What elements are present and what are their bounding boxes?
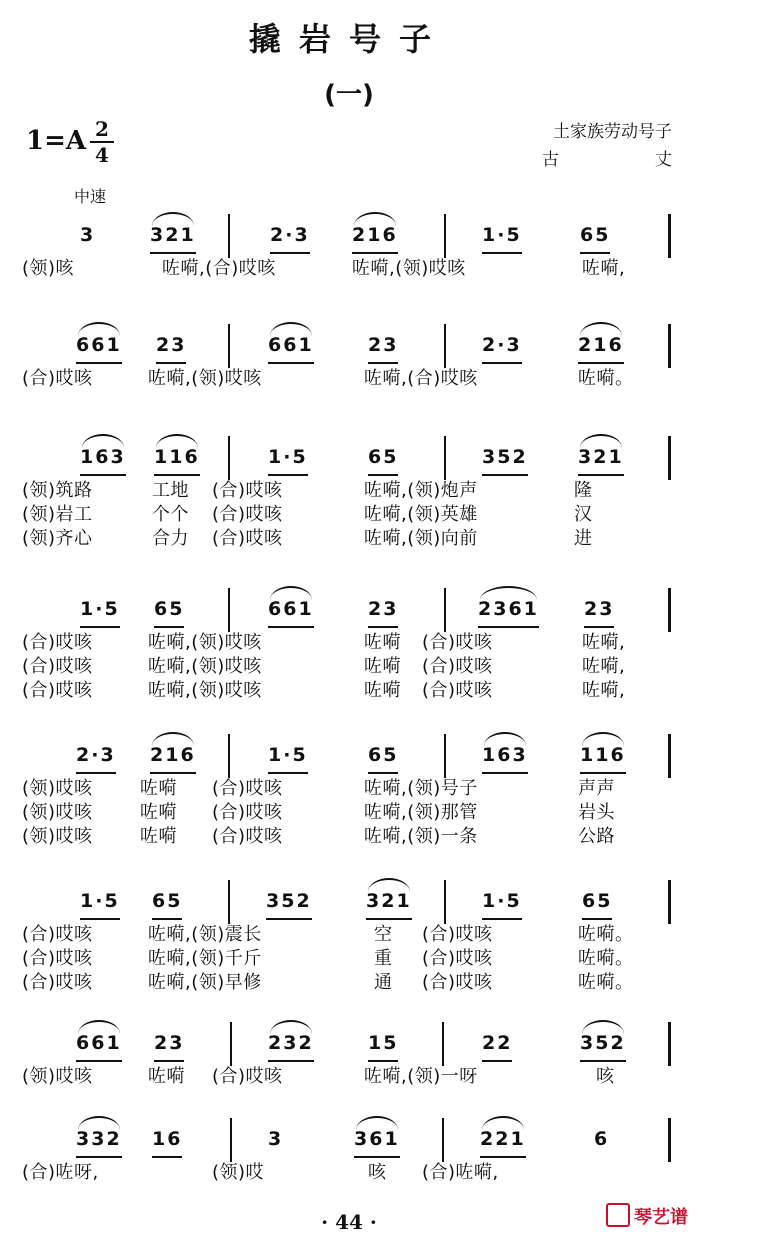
barline	[230, 1022, 232, 1066]
lyric-segment: 咗嗬,	[582, 680, 626, 701]
watermark	[606, 1203, 688, 1229]
meter-top: 2	[95, 117, 109, 141]
slur-arc	[582, 732, 624, 746]
note-group	[268, 1128, 283, 1150]
slur-arc	[356, 1116, 398, 1130]
barline	[444, 214, 446, 258]
barline	[668, 436, 671, 480]
note-group	[268, 598, 314, 620]
lyric-segment: 咗嗬,(领)号子	[364, 778, 478, 799]
lyric-segment: 咗嗬,(领)哎咳	[148, 680, 262, 701]
lyric-segment: 咗嗬,(领)哎咳	[148, 632, 262, 653]
note-group	[352, 224, 398, 246]
note-group	[152, 1128, 182, 1150]
note-group	[268, 744, 308, 766]
note-digits: 23	[154, 1032, 185, 1054]
beam-underline	[482, 474, 528, 476]
note-group	[154, 598, 184, 620]
lyric-segment: (合)哎咳	[22, 368, 93, 389]
lyric-segment: (领)哎咳	[22, 1066, 93, 1087]
note-group	[156, 334, 186, 356]
barline	[228, 734, 230, 778]
barline	[444, 436, 446, 480]
note-digits: 6	[594, 1128, 610, 1150]
lyric-segment: 咗嗬,	[582, 656, 626, 677]
note-digits: 216	[352, 224, 398, 246]
barline	[228, 324, 230, 368]
time-signature	[90, 118, 114, 166]
note-group	[482, 890, 522, 912]
note-digits: 216	[578, 334, 624, 356]
slur-arc	[78, 1020, 120, 1034]
note-digits: 661	[268, 334, 314, 356]
note-group	[80, 224, 95, 246]
lyric-segment: 咗嗬,(领)震长	[148, 924, 262, 945]
meter-bottom: 4	[95, 143, 109, 167]
lyric-segment: 咗嗬,(合)哎咳	[162, 258, 276, 279]
lyric-segment: (领)哎	[212, 1162, 265, 1183]
note-digits: 1·5	[482, 890, 522, 912]
lyric-segment: (合)哎咳	[22, 656, 93, 677]
slur-arc	[156, 434, 198, 448]
beam-underline	[268, 626, 314, 628]
lyric-segment: (领)咳	[22, 258, 75, 279]
note-digits: 661	[76, 1032, 122, 1054]
note-digits: 332	[76, 1128, 122, 1150]
note-digits: 23	[368, 598, 399, 620]
note-digits: 1·5	[268, 744, 308, 766]
note-digits: 321	[578, 446, 624, 468]
lyric-segment: (合)哎咳	[212, 480, 283, 501]
lyric-segment: (合)哎咳	[212, 826, 283, 847]
note-digits: 321	[366, 890, 412, 912]
note-group	[270, 224, 310, 246]
lyric-segment: (合)哎咳	[422, 924, 493, 945]
lyric-segment: 咗嗬,(领)炮声	[364, 480, 478, 501]
lyric-segment: (合)哎咳	[22, 948, 93, 969]
barline	[228, 436, 230, 480]
lyric-segment: (领)齐心	[22, 528, 93, 549]
lyric-segment: 咗嗬。	[578, 948, 634, 969]
note-group	[268, 446, 308, 468]
lyric-segment: 咗嗬。	[578, 368, 634, 389]
note-digits: 15	[368, 1032, 399, 1054]
note-group	[482, 224, 522, 246]
note-digits: 3	[268, 1128, 284, 1150]
page-number: · 44 ·	[321, 1210, 377, 1234]
lyric-segment: 咗嗬,(领)那管	[364, 802, 478, 823]
note-group	[482, 446, 528, 468]
beam-underline	[268, 362, 314, 364]
note-digits: 65	[154, 598, 185, 620]
note-digits: 216	[150, 744, 196, 766]
note-digits: 1·5	[268, 446, 308, 468]
barline	[442, 1022, 444, 1066]
lyric-segment: 咗嗬,(领)一条	[364, 826, 478, 847]
note-group	[368, 446, 398, 468]
note-digits: 2361	[478, 598, 539, 620]
lyric-segment: 工地	[152, 480, 189, 501]
lyric-segment: 重	[374, 948, 393, 969]
lyric-segment: (合)哎咳	[212, 802, 283, 823]
note-group	[150, 224, 196, 246]
source-place: 古丈	[542, 150, 768, 170]
note-digits: 65	[368, 744, 399, 766]
note-group	[76, 744, 116, 766]
note-group	[76, 334, 122, 356]
note-group	[268, 1032, 314, 1054]
lyric-segment: 咳	[368, 1162, 387, 1183]
watermark-text: 琴艺谱	[634, 1207, 688, 1228]
note-digits: 3	[80, 224, 96, 246]
lyric-segment: 声声	[578, 778, 615, 799]
lyric-segment: 合力	[152, 528, 189, 549]
lyric-segment: (合)哎咳	[212, 504, 283, 525]
lyric-segment: (领)岩工	[22, 504, 93, 525]
note-digits: 221	[480, 1128, 526, 1150]
lyric-segment: 咗嗬,(领)英雄	[364, 504, 478, 525]
barline	[668, 324, 671, 368]
barline	[668, 880, 671, 924]
lyric-segment: (合)哎咳	[22, 924, 93, 945]
lyric-segment: 咗嗬	[364, 632, 401, 653]
note-digits: 163	[80, 446, 126, 468]
lyric-segment: 咗嗬	[140, 778, 177, 799]
note-group	[266, 890, 312, 912]
note-group	[480, 1128, 526, 1150]
beam-underline	[482, 252, 522, 254]
note-group	[154, 1032, 184, 1054]
section-label: (一)	[324, 80, 374, 110]
note-digits: 1·5	[482, 224, 522, 246]
lyric-segment: 进	[574, 528, 593, 549]
barline	[668, 734, 671, 778]
source-origin: 土家族劳动号子	[553, 122, 672, 142]
note-group	[482, 744, 528, 766]
slur-arc	[482, 1116, 524, 1130]
slur-arc	[152, 212, 194, 226]
lyric-segment: 咗嗬,(领)千斤	[148, 948, 262, 969]
note-group	[482, 1032, 512, 1054]
lyric-segment: (合)哎咳	[422, 656, 493, 677]
note-group	[594, 1128, 609, 1150]
lyric-segment: (合)哎咳	[422, 948, 493, 969]
slur-arc	[152, 732, 194, 746]
note-digits: 352	[580, 1032, 626, 1054]
barline	[444, 324, 446, 368]
note-group	[150, 744, 196, 766]
note-digits: 65	[580, 224, 611, 246]
barline	[668, 214, 671, 258]
note-digits: 23	[368, 334, 399, 356]
note-digits: 22	[482, 1032, 513, 1054]
barline	[668, 1118, 671, 1162]
lyric-segment: (合)咗呀,	[22, 1162, 99, 1183]
slur-arc	[580, 322, 622, 336]
beam-underline	[266, 918, 312, 920]
lyric-segment: 通	[374, 972, 393, 993]
lyric-segment: (领)哎咳	[22, 778, 93, 799]
note-group	[578, 446, 624, 468]
lyric-segment: (合)哎咳	[22, 632, 93, 653]
lyric-segment: (合)哎咳	[212, 528, 283, 549]
note-digits: 352	[482, 446, 528, 468]
slur-arc	[368, 878, 410, 892]
slur-arc	[582, 1020, 624, 1034]
lyric-segment: 空	[374, 924, 393, 945]
barline	[444, 734, 446, 778]
slur-arc	[484, 732, 526, 746]
note-digits: 65	[582, 890, 613, 912]
lyric-segment: 咗嗬,(领)一呀	[364, 1066, 478, 1087]
key-signature: 1=A	[26, 126, 87, 156]
note-digits: 2·3	[482, 334, 522, 356]
note-digits: 65	[368, 446, 399, 468]
lyric-segment: 公路	[578, 826, 615, 847]
lyric-segment: 咗嗬	[140, 802, 177, 823]
lyric-segment: 咗嗬,(领)哎咳	[148, 656, 262, 677]
lyric-segment: (合)哎咳	[22, 972, 93, 993]
note-digits: 361	[354, 1128, 400, 1150]
lyric-segment: (领)哎咳	[22, 826, 93, 847]
slur-arc	[580, 434, 622, 448]
note-digits: 163	[482, 744, 528, 766]
note-group	[580, 744, 626, 766]
lyric-segment: 咗嗬	[148, 1066, 185, 1087]
slur-arc	[270, 322, 312, 336]
lyric-segment: 咗嗬,(领)哎咳	[148, 368, 262, 389]
lyric-segment: 咗嗬	[364, 656, 401, 677]
note-group	[578, 334, 624, 356]
lyric-segment: 咗嗬,(合)哎咳	[364, 368, 478, 389]
note-group	[268, 334, 314, 356]
lyric-segment: 咗嗬	[364, 680, 401, 701]
barline	[228, 588, 230, 632]
lyric-segment: 咗嗬,(领)向前	[364, 528, 478, 549]
note-group	[368, 1032, 398, 1054]
barline	[228, 880, 230, 924]
note-group	[80, 598, 120, 620]
slur-arc	[354, 212, 396, 226]
note-group	[582, 890, 612, 912]
song-title: 撬岩号子	[248, 20, 449, 58]
note-group	[154, 446, 200, 468]
source-info	[542, 118, 768, 174]
lyric-segment: 咗嗬	[140, 826, 177, 847]
lyric-segment: (合)哎咳	[422, 632, 493, 653]
note-digits: 2·3	[76, 744, 116, 766]
note-digits: 116	[154, 446, 200, 468]
lyric-segment: (合)哎咳	[22, 680, 93, 701]
lyric-segment: (合)咗嗬,	[422, 1162, 499, 1183]
note-group	[368, 598, 398, 620]
note-group	[76, 1032, 122, 1054]
note-group	[354, 1128, 400, 1150]
note-group	[478, 598, 539, 620]
slur-arc	[78, 322, 120, 336]
note-group	[368, 334, 398, 356]
lyric-segment: (合)哎咳	[212, 778, 283, 799]
slur-arc	[270, 1020, 312, 1034]
barline	[228, 214, 230, 258]
note-digits: 352	[266, 890, 312, 912]
note-digits: 2·3	[270, 224, 310, 246]
slur-arc	[82, 434, 124, 448]
note-group	[366, 890, 412, 912]
note-digits: 1·5	[80, 890, 120, 912]
lyric-segment: 隆	[574, 480, 593, 501]
note-group	[152, 890, 182, 912]
lyric-segment: 咗嗬,(领)早修	[148, 972, 262, 993]
lyric-segment: (合)哎咳	[422, 680, 493, 701]
note-digits: 16	[152, 1128, 183, 1150]
watermark-logo-icon	[606, 1203, 630, 1227]
barline	[230, 1118, 232, 1162]
lyric-segment: (合)哎咳	[212, 1066, 283, 1087]
lyric-segment: (领)筑路	[22, 480, 93, 501]
beam-underline	[482, 1060, 512, 1062]
barline	[668, 588, 671, 632]
lyric-segment: 个个	[152, 504, 189, 525]
lyric-segment: 咗嗬,(领)哎咳	[352, 258, 466, 279]
tempo-mark: 中速	[74, 187, 107, 206]
lyric-segment: 咗嗬。	[578, 972, 634, 993]
slur-arc	[270, 586, 312, 600]
note-group	[76, 1128, 122, 1150]
lyric-segment: 咗嗬,	[582, 632, 626, 653]
beam-underline	[482, 362, 522, 364]
lyric-segment: 咗嗬,	[582, 258, 626, 279]
beam-underline	[270, 252, 310, 254]
barline	[444, 588, 446, 632]
note-digits: 23	[584, 598, 615, 620]
note-group	[482, 334, 522, 356]
note-group	[80, 890, 120, 912]
barline	[444, 880, 446, 924]
lyric-segment: (合)哎咳	[422, 972, 493, 993]
barline	[668, 1022, 671, 1066]
note-digits: 23	[156, 334, 187, 356]
note-group	[584, 598, 614, 620]
note-group	[580, 224, 610, 246]
note-group	[580, 1032, 626, 1054]
slur-arc	[78, 1116, 120, 1130]
note-digits: 661	[76, 334, 122, 356]
barline	[442, 1118, 444, 1162]
lyric-segment: 岩头	[578, 802, 615, 823]
lyric-segment: (领)哎咳	[22, 802, 93, 823]
beam-underline	[482, 772, 528, 774]
slur-arc	[480, 586, 537, 600]
note-digits: 232	[268, 1032, 314, 1054]
note-digits: 116	[580, 744, 626, 766]
note-group	[368, 744, 398, 766]
beam-underline	[152, 1156, 182, 1158]
lyric-segment: 咗嗬。	[578, 924, 634, 945]
note-group	[80, 446, 126, 468]
note-digits: 321	[150, 224, 196, 246]
note-digits: 661	[268, 598, 314, 620]
note-digits: 65	[152, 890, 183, 912]
lyric-segment: 咳	[596, 1066, 615, 1087]
note-digits: 1·5	[80, 598, 120, 620]
lyric-segment: 汉	[574, 504, 593, 525]
